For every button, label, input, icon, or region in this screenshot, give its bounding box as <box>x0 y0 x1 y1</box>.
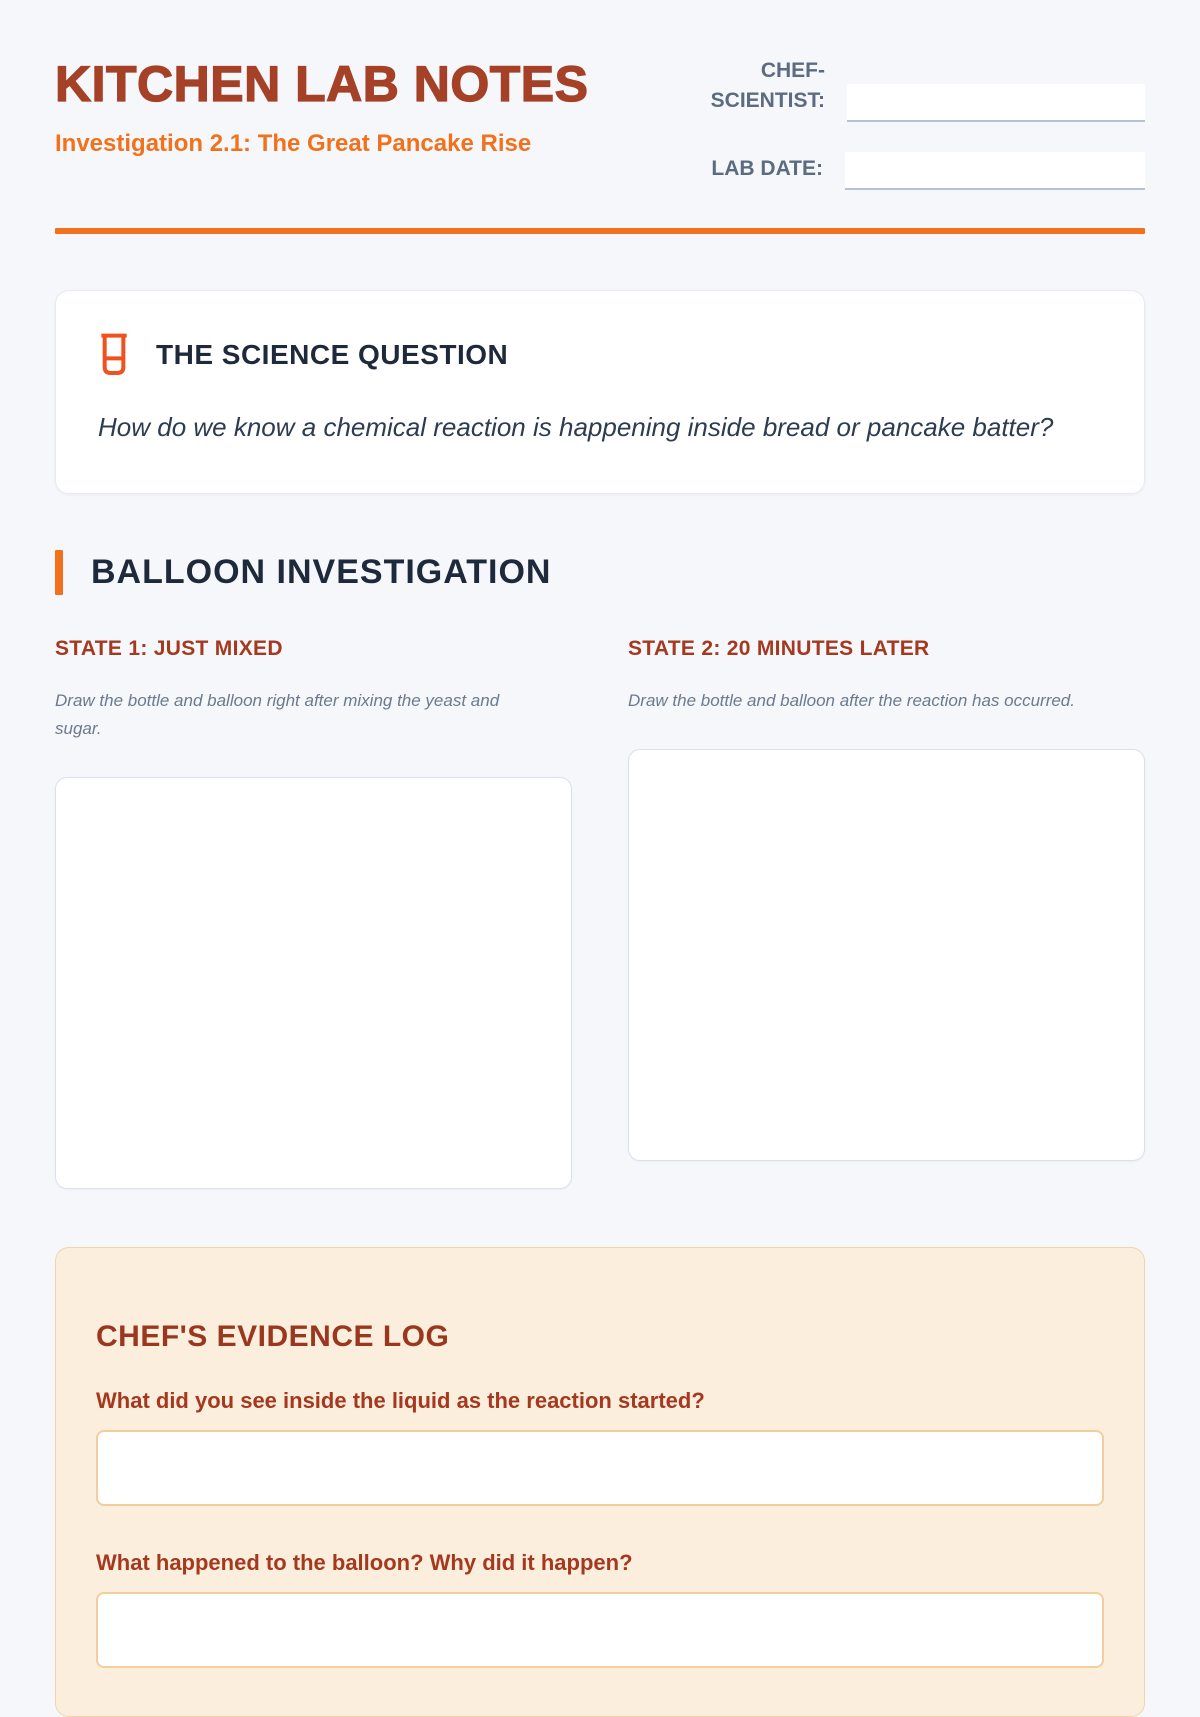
header-title-block <box>55 52 589 158</box>
state-2-instruction: Draw the bottle and balloon after the reaction has occurred. <box>628 690 1075 710</box>
investigation-columns <box>55 637 1145 1189</box>
form-row-lab-date <box>675 152 1145 190</box>
evidence-answer-1-input[interactable] <box>96 1430 1104 1506</box>
lab-date-label: LAB DATE: <box>711 157 823 181</box>
section-header <box>55 550 1145 595</box>
science-question-card <box>55 290 1145 494</box>
evidence-log-title: CHEF'S EVIDENCE LOG <box>96 1320 450 1354</box>
state-1-drawing-area[interactable] <box>55 777 572 1189</box>
evidence-question-2: What happened to the balloon? Why did it happen? <box>96 1550 633 1576</box>
science-question-header <box>98 331 1102 379</box>
lab-date-input[interactable] <box>845 152 1145 190</box>
page-subtitle: Investigation 2.1: The Great Pancake Rise <box>55 130 532 157</box>
section-title: BALLOON INVESTIGATION <box>91 552 552 591</box>
state-1-column <box>55 637 572 1189</box>
evidence-question-1: What did you see inside the liquid as the reaction started? <box>96 1388 705 1414</box>
section-accent-bar <box>55 550 63 595</box>
header-form <box>675 52 1145 190</box>
state-1-instruction: Draw the bottle and balloon right after mixing the yeast and sugar. <box>55 690 500 739</box>
balloon-investigation-section <box>55 550 1145 1189</box>
chef-scientist-label: CHEF-SCIENTIST: <box>710 59 825 113</box>
state-2-heading: STATE 2: 20 MINUTES LATER <box>628 636 930 660</box>
page-title: KITCHEN LAB NOTES <box>55 56 589 112</box>
science-question-title: THE SCIENCE QUESTION <box>156 338 509 370</box>
header <box>55 52 1145 190</box>
evidence-answer-2-input[interactable] <box>96 1592 1104 1668</box>
evidence-item-2 <box>96 1550 1104 1668</box>
beaker-icon <box>98 331 130 379</box>
state-2-drawing-area[interactable] <box>628 749 1145 1161</box>
science-question-text: How do we know a chemical reaction is happening inside bread or pancake batter? <box>98 411 1054 442</box>
state-1-heading: STATE 1: JUST MIXED <box>55 636 283 660</box>
state-2-column <box>628 637 1145 1189</box>
form-row-chef-scientist <box>675 56 1145 122</box>
evidence-log-card <box>55 1247 1145 1717</box>
orange-divider <box>55 228 1145 234</box>
evidence-item-1 <box>96 1388 1104 1506</box>
chef-scientist-input[interactable] <box>847 84 1145 122</box>
